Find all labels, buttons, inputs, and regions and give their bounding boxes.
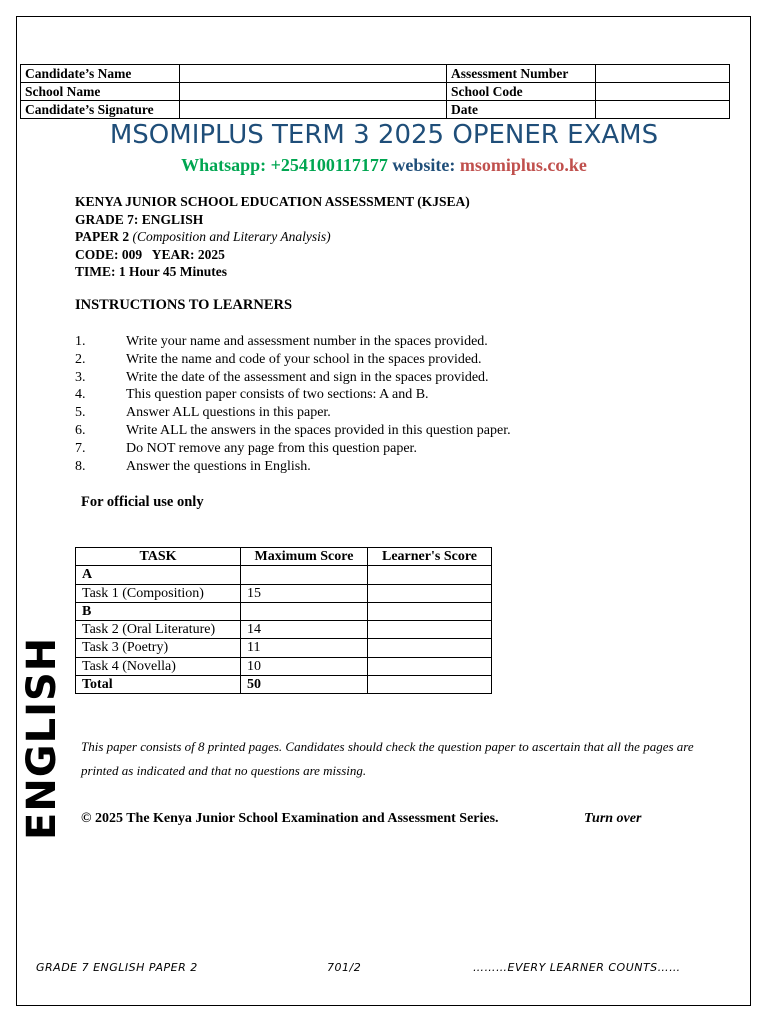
assessment-number-field[interactable] — [596, 65, 730, 83]
instructions-list — [75, 333, 511, 475]
list-item: 2. Write the name and code of your school in the spaces provided. — [75, 351, 482, 367]
school-code-label: School Code — [447, 83, 596, 101]
website-label: website: — [392, 155, 456, 175]
candidate-details-table — [20, 64, 730, 119]
table-row — [76, 602, 492, 620]
footer-center: 701/2 — [327, 961, 362, 974]
table-row — [76, 639, 492, 657]
paper-line — [75, 228, 470, 246]
official-use-label: For official use only — [81, 494, 204, 510]
candidate-name-field[interactable] — [180, 65, 447, 83]
code-year: CODE: 009 YEAR: 2025 — [75, 246, 225, 262]
paper-number: PAPER 2 — [75, 229, 130, 244]
candidate-name-label: Candidate’s Name — [21, 65, 180, 83]
max-score-header: Maximum Score — [241, 548, 368, 566]
task-header: TASK — [76, 548, 241, 566]
list-item: 5. Answer ALL questions in this paper. — [75, 405, 331, 421]
grade-subject: GRADE 7: ENGLISH — [75, 211, 204, 227]
table-row — [76, 621, 492, 639]
list-item: 8. Answer the questions in English. — [75, 458, 311, 474]
candidate-signature-label: Candidate’s Signature — [21, 101, 180, 119]
total-max: 50 — [241, 676, 368, 694]
table-row — [76, 676, 492, 694]
learner-score-header: Learner's Score — [368, 548, 492, 566]
task2-learner-score[interactable] — [368, 621, 492, 639]
task4-max: 10 — [241, 657, 368, 675]
footer-left: GRADE 7 ENGLISH PAPER 2 — [36, 961, 198, 974]
task3-learner-score[interactable] — [368, 639, 492, 657]
list-item: 3. Write the date of the assessment and sign in the spaces provided. — [75, 369, 489, 385]
date-field[interactable] — [596, 101, 730, 119]
task2-max: 14 — [241, 621, 368, 639]
table-row — [76, 548, 492, 566]
task1-label: Task 1 (Composition) — [76, 584, 241, 602]
task4-learner-score[interactable] — [368, 657, 492, 675]
list-item: 4. This question paper consists of two sections: A and B. — [75, 387, 429, 403]
whatsapp-contact: Whatsapp: +254100117177 — [181, 155, 388, 175]
table-row — [76, 657, 492, 675]
contact-line — [0, 155, 768, 176]
instructions-title: INSTRUCTIONS TO LEARNERS — [75, 297, 293, 313]
school-code-field[interactable] — [596, 83, 730, 101]
assessment-number-label: Assessment Number — [447, 65, 596, 83]
candidate-signature-field[interactable] — [180, 101, 447, 119]
score-table — [75, 547, 492, 694]
total-label: Total — [76, 676, 241, 694]
pages-note: This paper consists of 8 printed pages. Candidates should check the question paper to ascertain that all the pages are printed as indicated and that no questions are missing. — [81, 739, 694, 778]
list-item: 6. Write ALL the answers in the spaces provided in this question paper. — [75, 422, 511, 438]
task3-label: Task 3 (Poetry) — [76, 639, 241, 657]
table-row — [76, 584, 492, 602]
task1-max: 15 — [241, 584, 368, 602]
exam-title: MSOMIPLUS TERM 3 2025 OPENER EXAMS — [109, 120, 659, 150]
school-name-label: School Name — [21, 83, 180, 101]
table-row — [76, 566, 492, 584]
list-item: 7. Do NOT remove any page from this question paper. — [75, 440, 417, 456]
list-item: 1. Write your name and assessment number in the spaces provided. — [75, 334, 488, 349]
assessment-name: KENYA JUNIOR SCHOOL EDUCATION ASSESSMENT (KJSEA) — [75, 194, 470, 209]
task1-learner-score[interactable] — [368, 584, 492, 602]
section-b-label: B — [76, 602, 241, 620]
school-name-field[interactable] — [180, 83, 447, 101]
time-allowed: TIME: 1 Hour 45 Minutes — [75, 264, 228, 279]
task3-max: 11 — [241, 639, 368, 657]
side-subject-label: ENGLISH — [19, 636, 65, 840]
date-label: Date — [447, 101, 596, 119]
turn-over-label: Turn over — [584, 811, 642, 826]
website-link[interactable]: msomiplus.co.ke — [459, 155, 587, 175]
task2-label: Task 2 (Oral Literature) — [76, 621, 241, 639]
copyright-line: © 2025 The Kenya Junior School Examination and Assessment Series. — [81, 811, 499, 826]
section-a-label: A — [76, 566, 241, 584]
task4-label: Task 4 (Novella) — [76, 657, 241, 675]
footer-right: ………EVERY LEARNER COUNTS…… — [473, 961, 681, 974]
paper-description: (Composition and Literary Analysis) — [132, 229, 331, 244]
total-learner-score[interactable] — [368, 676, 492, 694]
paper-header — [75, 193, 470, 281]
